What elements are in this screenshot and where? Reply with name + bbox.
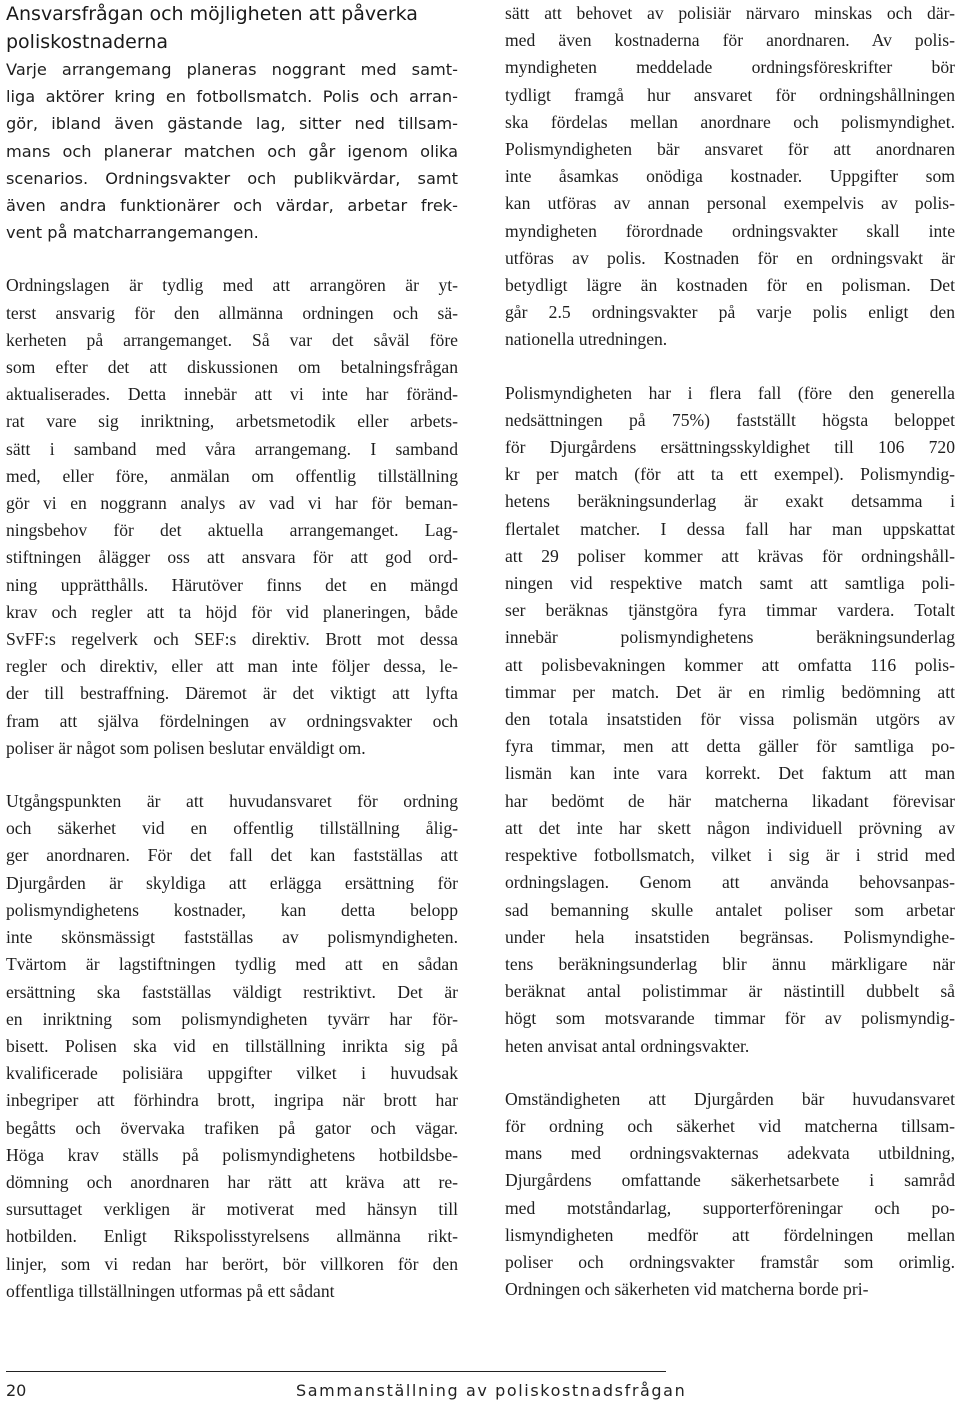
text-line: nedsättningen på 75%) fastställt högsta beloppet [505, 409, 955, 430]
text-line: stiftningen ålägger oss att ansvara för att god ord- [6, 547, 458, 568]
text-line: ersättning ska fastställas väldigt restriktivt. Det är [6, 981, 458, 1002]
text-line: Ordningslagen är tydlig med att arrangören är yt- [6, 275, 458, 296]
text-line: poliser och ordningsvakter framstår som orimlig. [505, 1251, 955, 1272]
text-line: regler och direktiv, eller att man inte följer dessa, le- [6, 656, 458, 677]
text-line: ningen vid respektive match samt att samtliga poli- [505, 573, 955, 594]
text-line: ordningslagen. Genom att använda behovsanpas- [505, 872, 955, 893]
paragraph-gap [6, 246, 458, 272]
text-line: heten anvisat antal ordningsvakter. [505, 1035, 750, 1056]
text-line: med, eller före, anmälan om offentlig tillställning [6, 465, 458, 486]
text-line: ning upprätthålls. Härutöver finns det en mängd [6, 574, 458, 595]
text-line: bisett. Polisen ska vid en tillställning inrikta sig på [6, 1035, 458, 1056]
body-paragraph [6, 56, 458, 246]
paragraph-gap [505, 1060, 955, 1086]
text-line: den totala insatstiden för vissa polismän utgörs av [505, 709, 955, 730]
text-line: respektive fotbollsmatch, vilket i sig är i strid med [505, 845, 955, 866]
text-line: för Djurgårdens ersättningsskyldighet till 106 720 [505, 437, 955, 458]
text-line: Djurgårdens omfattande säkerhetsarbete i samråd [505, 1170, 955, 1191]
text-line: betydligt lägre än kostnaden för en polisman. Det [505, 275, 955, 296]
text-line: inbegriper att förhindra brott, ingripa när brott har [6, 1090, 458, 1111]
left-column [6, 0, 458, 1305]
text-line: kvalificerade polisiära uppgifter vilket i huvudsak [6, 1063, 458, 1084]
footer-title: Sammanställning av poliskostnadsfrågan [296, 1381, 687, 1400]
text-line: utföras av polis. Kostnaden för en ordningsvakt är [505, 247, 955, 268]
text-line: en inriktning som polismyndigheten tyvärr har för- [6, 1008, 458, 1029]
text-line: scenarios. Ordningsvakter och publikvärdar, samt [6, 168, 458, 188]
text-line: att det inte har skett någon individuell prövning av [505, 817, 955, 838]
text-line: Ordningen och säkerheten vid matcherna borde pri- [505, 1279, 869, 1300]
text-line: mans med ordningsvakternas adekvata utbildning, [505, 1143, 955, 1164]
text-line: att polisbevakningen kommer att omfatta 116 polis- [505, 654, 955, 675]
text-line: tydligt framgå hur ansvaret för ordningshållningen [505, 84, 955, 105]
body-paragraph [505, 1086, 955, 1304]
text-line: liga aktörer kring en fotbollsmatch. Polis och arran- [6, 87, 458, 107]
text-line: med motståndarlag, supporterföreningar och po- [505, 1197, 955, 1218]
heading-line: poliskostnaderna [6, 31, 169, 53]
text-line: terst ansvarig för den allmänna ordningen och sä- [6, 302, 458, 323]
text-line: sätt i samband med våra arrangemang. I samband [6, 438, 458, 459]
text-line: inte skönsmässigt fastställas av polismyndigheten. [6, 927, 458, 948]
text-line: Omständigheten att Djurgården bär huvudansvaret [505, 1088, 955, 1109]
text-line: vent på matcharrangemangen. [6, 223, 259, 243]
text-line: kerheten på arrangemanget. Så var det såväl före [6, 329, 458, 350]
text-line: Tvärtom är lagstiftningen tydlig med att en sådan [6, 954, 458, 975]
section-heading [6, 0, 458, 56]
text-line: polismyndighetens kostnader, kan detta belopp [6, 899, 458, 920]
text-line: sätt att behovet av polisiär närvaro minskas och där- [505, 3, 955, 23]
text-line: der till bestraffning. Däremot är det viktigt att lyfta [6, 683, 458, 704]
text-line: har bedömt de här matcherna likadant förevisar [505, 790, 955, 811]
text-line: myndigheten förordnade ordningsvakter skall inte [505, 220, 955, 241]
text-line: myndigheten meddelade ordningsföreskrifter bör [505, 57, 955, 78]
text-line: linjer, som vi redan har berört, bör villkoren för den [6, 1253, 458, 1274]
text-line: timmar per match. Det är en rimlig bedömning att [505, 681, 955, 702]
text-line: fram att själva fördelningen av ordningsvakter och [6, 710, 458, 731]
footer-rule [6, 1371, 666, 1372]
text-line: inte åsamkas onödiga kostnader. Uppgifter som [505, 166, 955, 187]
text-line: tens beräkningsunderlag blir ännu märkligare när [505, 953, 955, 974]
heading-line: Ansvarsfrågan och möjligheten att påverka [6, 3, 418, 25]
right-column [505, 0, 955, 1303]
text-line: dömning och anordnaren har rätt att kräva att re- [6, 1171, 458, 1192]
body-paragraph [505, 0, 955, 354]
text-line: under hela insatstiden begränsas. Polismyndighe- [505, 926, 955, 947]
text-line: begåtts och övervaka trafiken på gator och vägar. [6, 1117, 458, 1138]
text-line: Djurgården är skyldiga att erlägga ersättning för [6, 872, 458, 893]
text-line: offentliga tillställningen utformas på ett sådant [6, 1280, 335, 1301]
paragraph-gap [505, 354, 955, 380]
body-paragraph [6, 272, 458, 762]
text-line: ger anordnaren. För det fall det kan fastställas att [6, 845, 458, 866]
text-line: fyra timmar, men att detta gäller för samtliga po- [505, 736, 955, 757]
text-line: för ordning och säkerhet vid matcherna tillsam- [505, 1115, 955, 1136]
text-line: högt som motsvarande timmar för av polismyndig- [505, 1008, 955, 1029]
body-paragraph [6, 788, 458, 1305]
text-line: Varje arrangemang planeras noggrant med samt- [6, 60, 458, 79]
text-line: ser beräknas tjänstgöra fyra timmar vardera. Totalt [505, 600, 955, 621]
text-line: ska fördelas mellan anordnare och polismyndighet. [505, 111, 955, 132]
text-line: hotbilden. Enligt Rikspolisstyrelsens allmänna rikt- [6, 1226, 458, 1247]
text-line: poliser är något som polisen beslutar enväldigt om. [6, 737, 366, 758]
text-line: mans och planerar matchen och går igenom olika [6, 141, 458, 161]
text-line: krav och regler att ta höjd för vid planeringen, både [6, 601, 458, 622]
text-line: Utgångspunkten är att huvudansvaret för ordning [6, 791, 458, 812]
text-line: rat vare sig inriktning, arbetsmetodik eller arbets- [6, 411, 458, 432]
paragraph-gap [6, 762, 458, 788]
body-paragraph [505, 380, 955, 1060]
text-line: går 2.5 ordningsvakter på varje polis enligt den [505, 302, 955, 323]
text-line: och säkerhet vid en offentlig tillställning ålig- [6, 818, 458, 839]
left-paragraphs [6, 56, 458, 1305]
text-line: hetens beräkningsunderlag är exakt detsamma i [505, 491, 955, 512]
text-line: aktualiserades. Detta innebär att vi inte har föränd- [6, 384, 458, 405]
text-line: Höga krav ställs på polismyndighetens hotbildsbe- [6, 1144, 458, 1165]
text-line: SvFF:s regelverk och SEF:s direktiv. Brott mot dessa [6, 629, 458, 650]
text-line: att 29 poliser kommer att krävas för ordningshåll- [505, 545, 955, 566]
text-line: lismyndigheten medför att fördelningen mellan [505, 1224, 955, 1245]
text-line: lismän kan inte vara korrekt. Det faktum att man [505, 763, 955, 784]
text-line: sursuttaget verkligen är motiverat med hänsyn till [6, 1199, 458, 1220]
text-line: beräknat antal polistimmar är nästintill dubbelt så [505, 981, 955, 1002]
text-line: innebär polismyndighetens beräkningsunderlag [505, 627, 955, 648]
text-line: Polismyndigheten har i flera fall (före den generella [505, 382, 955, 403]
text-line: flertalet matcher. I dessa fall har man uppskattat [505, 518, 955, 539]
text-line: ningsbehov för det aktuella arrangemanget. Lag- [6, 520, 458, 541]
page-number: 20 [6, 1381, 27, 1400]
text-line: sad bemanning skulle antalet poliser som arbetar [505, 899, 955, 920]
text-line: gör, ibland även gästande lag, sitter ned tillsam- [6, 114, 458, 134]
text-line: som efter det att diskussionen om betalningsfrågan [6, 357, 458, 378]
text-line: Polismyndigheten bär ansvaret för att anordnaren [505, 139, 955, 160]
text-line: även andra funktionärer och värdar, arbetar frek- [6, 196, 458, 216]
text-line: kr per match (för att ta ett exempel). Polismyndig- [505, 464, 955, 485]
text-line: gör vi en noggrann analys av vad vi har för beman- [6, 493, 458, 514]
text-line: med även kostnaderna för anordnaren. Av polis- [505, 30, 955, 51]
text-line: nationella utredningen. [505, 329, 668, 350]
text-line: kan utföras av annan personal exempelvis av polis- [505, 193, 955, 214]
right-paragraphs [505, 0, 955, 1303]
